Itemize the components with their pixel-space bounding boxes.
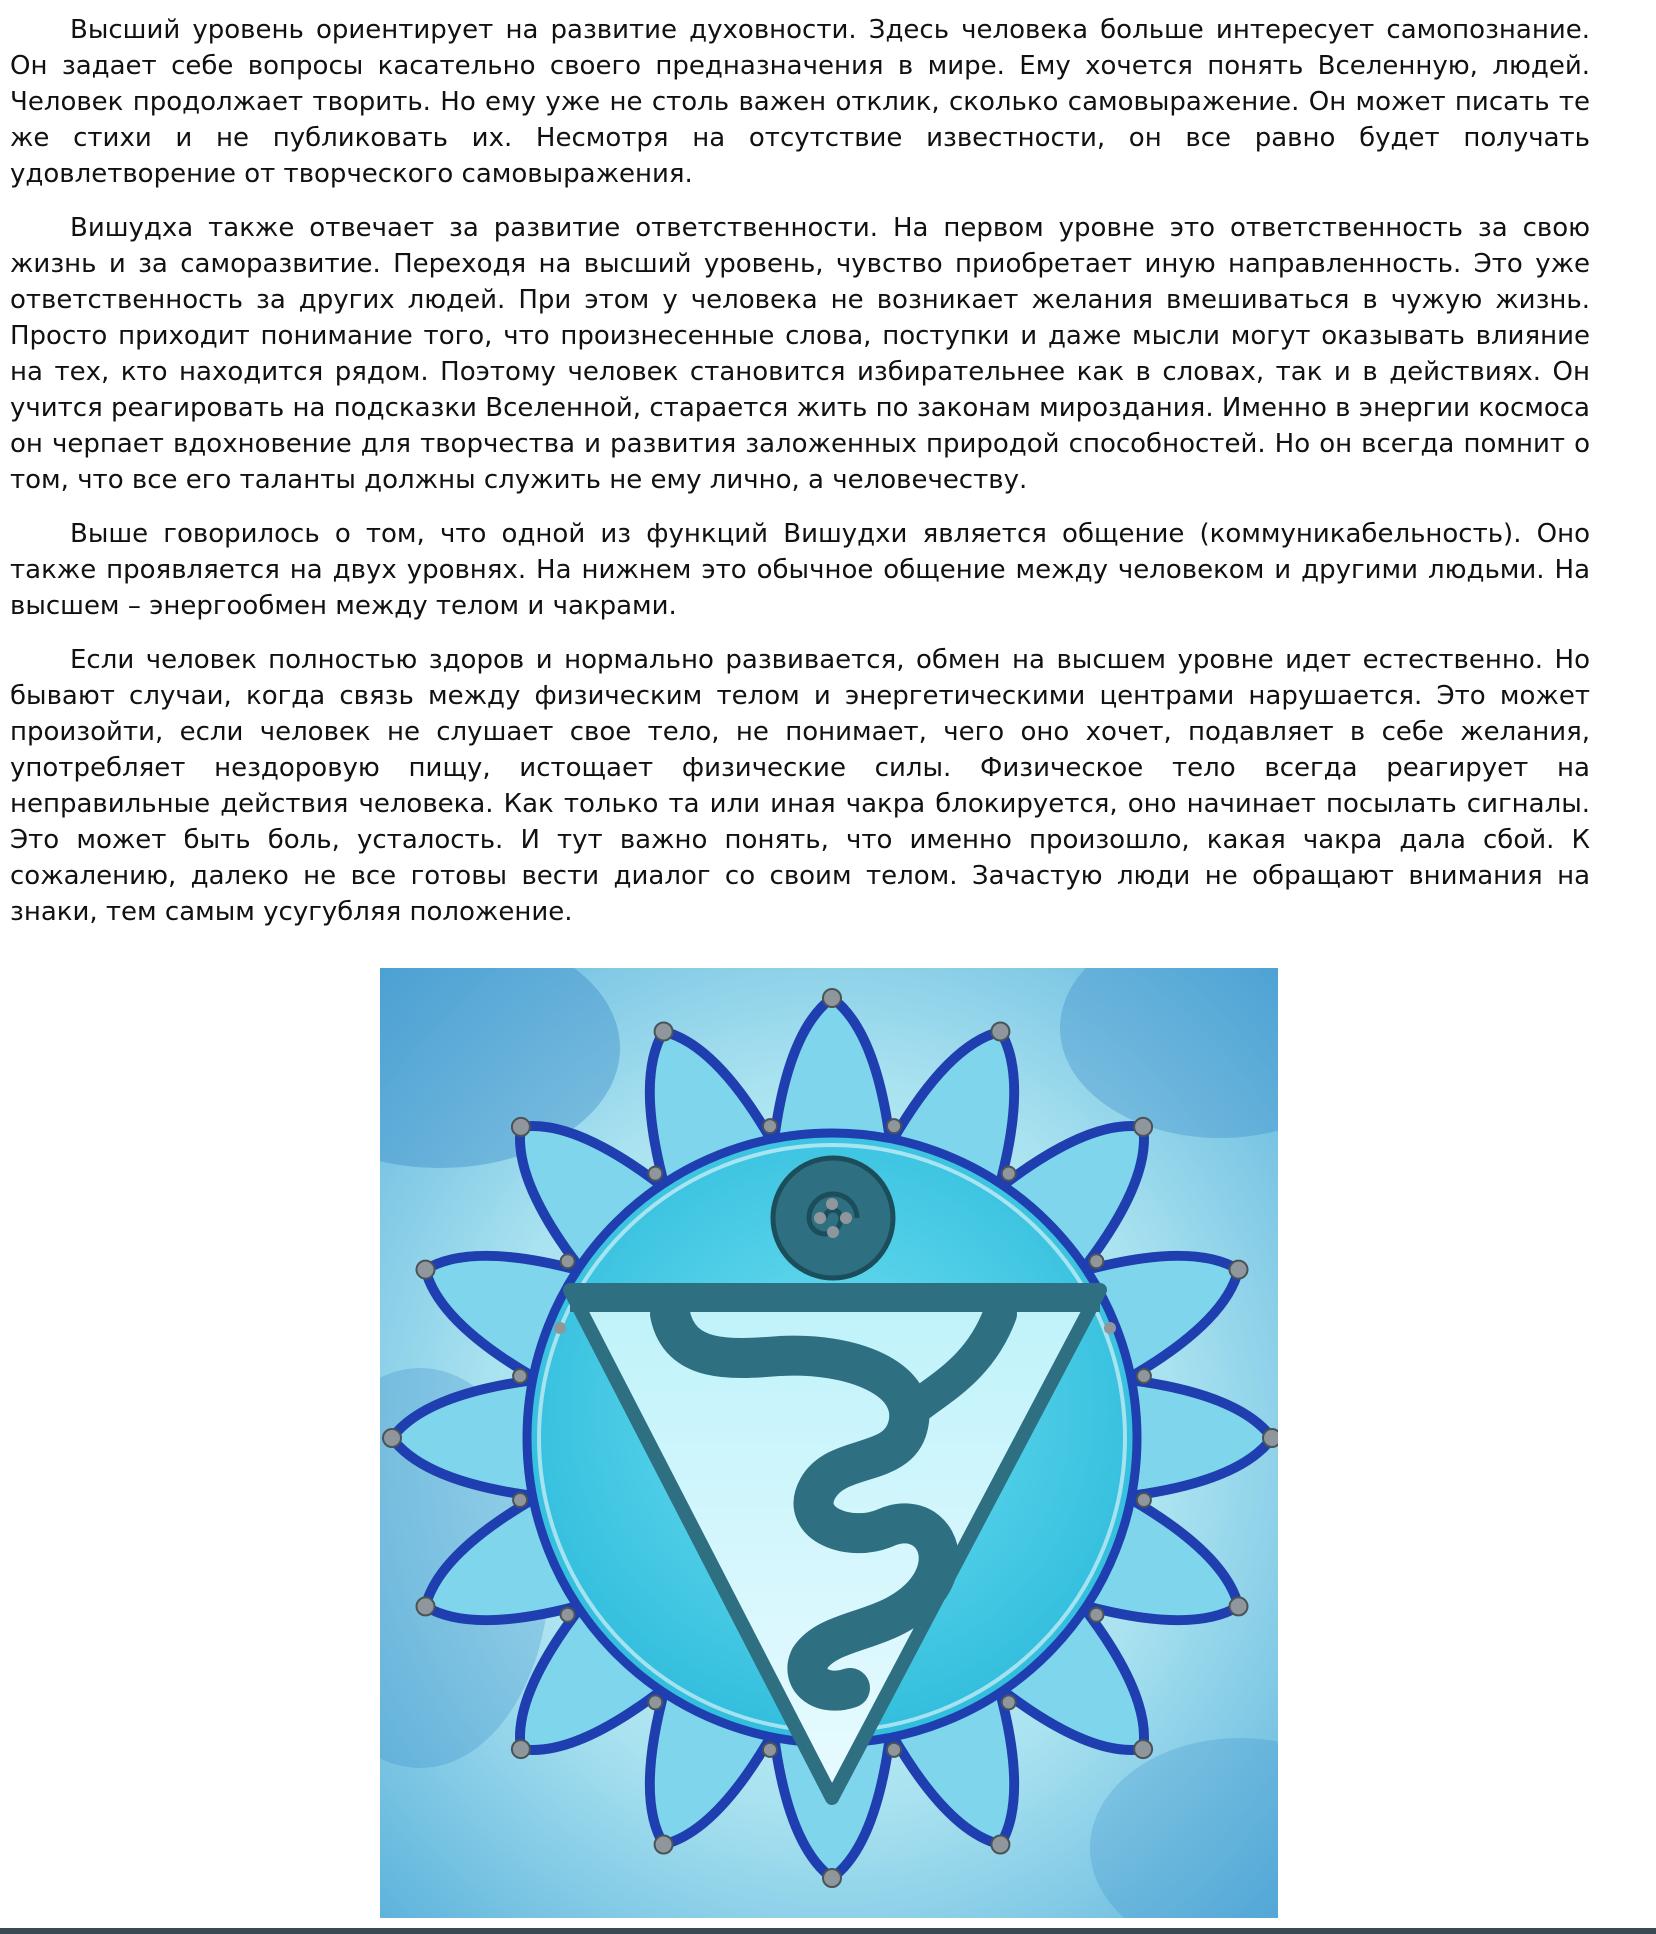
- petal-valley-dot: [887, 1119, 901, 1133]
- ornament-dot: [814, 1212, 826, 1224]
- ornament-dot: [554, 1322, 566, 1334]
- petal-tip-dot: [417, 1597, 435, 1615]
- petal-valley-dot: [1002, 1167, 1016, 1181]
- petal-valley-dot: [1089, 1608, 1103, 1622]
- triangle-top-band: [570, 1286, 1100, 1312]
- petal-tip-dot: [512, 1118, 530, 1136]
- bindu-circle: [773, 1158, 893, 1278]
- petal-valley-dot: [763, 1119, 777, 1133]
- paragraph-responsibility: Вишудха также отвечает за развитие ответственности. На первом уровне это ответственность за свою жизнь и за саморазвитие. Переходя на высший уровень, чувство приобретает иную направленность. Это уже ответственность за других людей. При этом у человека не возникает желания вмешиваться в чужую жизнь. Просто приходит понимание того, что произнесенные слова, поступки и даже мысли могут оказывать влияние на тех, кто находится рядом. Поэтому человек становится избирательнее как в словах, так и в действиях. Он учится реагировать на подсказки Вселенной, старается жить по законам мироздания. Именно в энергии космоса он черпает вдохновение для творчества и развития заложенных природой способностей. Но он всегда помнит о том, что все его таланты должны служить не ему лично, а человечеству.: [10, 213, 1590, 495]
- petal-tip-dot: [823, 1869, 841, 1887]
- petal-valley-dot: [1002, 1695, 1016, 1709]
- petal-tip-dot: [1134, 1740, 1152, 1758]
- petal-tip-dot: [512, 1740, 530, 1758]
- paragraph-communication: Выше говорилось о том, что одной из функций Вишудхи является общение (коммуникабельность). Оно также проявляется на двух уровнях. На нижнем это обычное общение между человеком и другими людьми. На высшем – энергообмен между телом и чакрами.: [10, 519, 1590, 621]
- petal-tip-dot: [655, 1836, 673, 1854]
- petal-valley-dot: [513, 1369, 527, 1383]
- ornament-dot: [827, 1226, 839, 1238]
- petal-tip-dot: [1230, 1261, 1248, 1279]
- petal-valley-dot: [513, 1493, 527, 1507]
- article-body: [10, 12, 1590, 948]
- petal-tip-dot: [1134, 1118, 1152, 1136]
- petal-valley-dot: [648, 1695, 662, 1709]
- petal-tip-dot: [823, 989, 841, 1007]
- petal-tip-dot: [991, 1836, 1009, 1854]
- page-bottom-border: [0, 1928, 1656, 1934]
- petal-tip-dot: [1230, 1597, 1248, 1615]
- chakra-illustration: [380, 968, 1278, 1918]
- petal-tip-dot: [1263, 1429, 1278, 1447]
- paragraph-energy-exchange: Если человек полностью здоров и нормально развивается, обмен на высшем уровне идет естественно. Но бывают случаи, когда связь между физическим телом и энергетическими центрами нарушается. Это может произойти, если человек не слушает свое тело, не понимает, чего оно хочет, подавляет в себе желания, употребляет нездоровую пищу, истощает физические силы. Физическое тело всегда реагирует на неправильные действия человека. Как только та или иная чакра блокируется, оно начинает посылать сигналы. Это может быть боль, усталость. И тут важно понять, что именно произошло, какая чакра дала сбой. К сожалению, далеко не все готовы вести диалог со своим телом. Зачастую люди не обращают внимания на знаки, тем самым усугубляя положение.: [10, 645, 1590, 927]
- paragraph-higher-level: Высший уровень ориентирует на развитие духовности. Здесь человека больше интересует самопознание. Он задает себе вопросы касательно своего предназначения в мире. Ему хочется понять Вселенную, людей. Человек продолжает творить. Но ему уже не столь важен отклик, сколько самовыражение. Он может писать те же стихи и не публиковать их. Несмотря на отсутствие известности, он все равно будет получать удовлетворение от творческого самовыражения.: [10, 15, 1590, 189]
- petal-tip-dot: [383, 1429, 401, 1447]
- petal-tip-dot: [991, 1023, 1009, 1041]
- petal-valley-dot: [763, 1743, 777, 1757]
- ornament-dot: [1104, 1322, 1116, 1334]
- petal-valley-dot: [1137, 1369, 1151, 1383]
- petal-valley-dot: [648, 1167, 662, 1181]
- petal-valley-dot: [1089, 1254, 1103, 1268]
- petal-valley-dot: [561, 1608, 575, 1622]
- petal-tip-dot: [417, 1261, 435, 1279]
- ornament-dot: [840, 1212, 852, 1224]
- petal-tip-dot: [655, 1023, 673, 1041]
- ornament-dot: [826, 1198, 838, 1210]
- vishuddha-chakra-image: [380, 968, 1278, 1918]
- petal-valley-dot: [887, 1743, 901, 1757]
- petal-valley-dot: [561, 1254, 575, 1268]
- petal-valley-dot: [1137, 1493, 1151, 1507]
